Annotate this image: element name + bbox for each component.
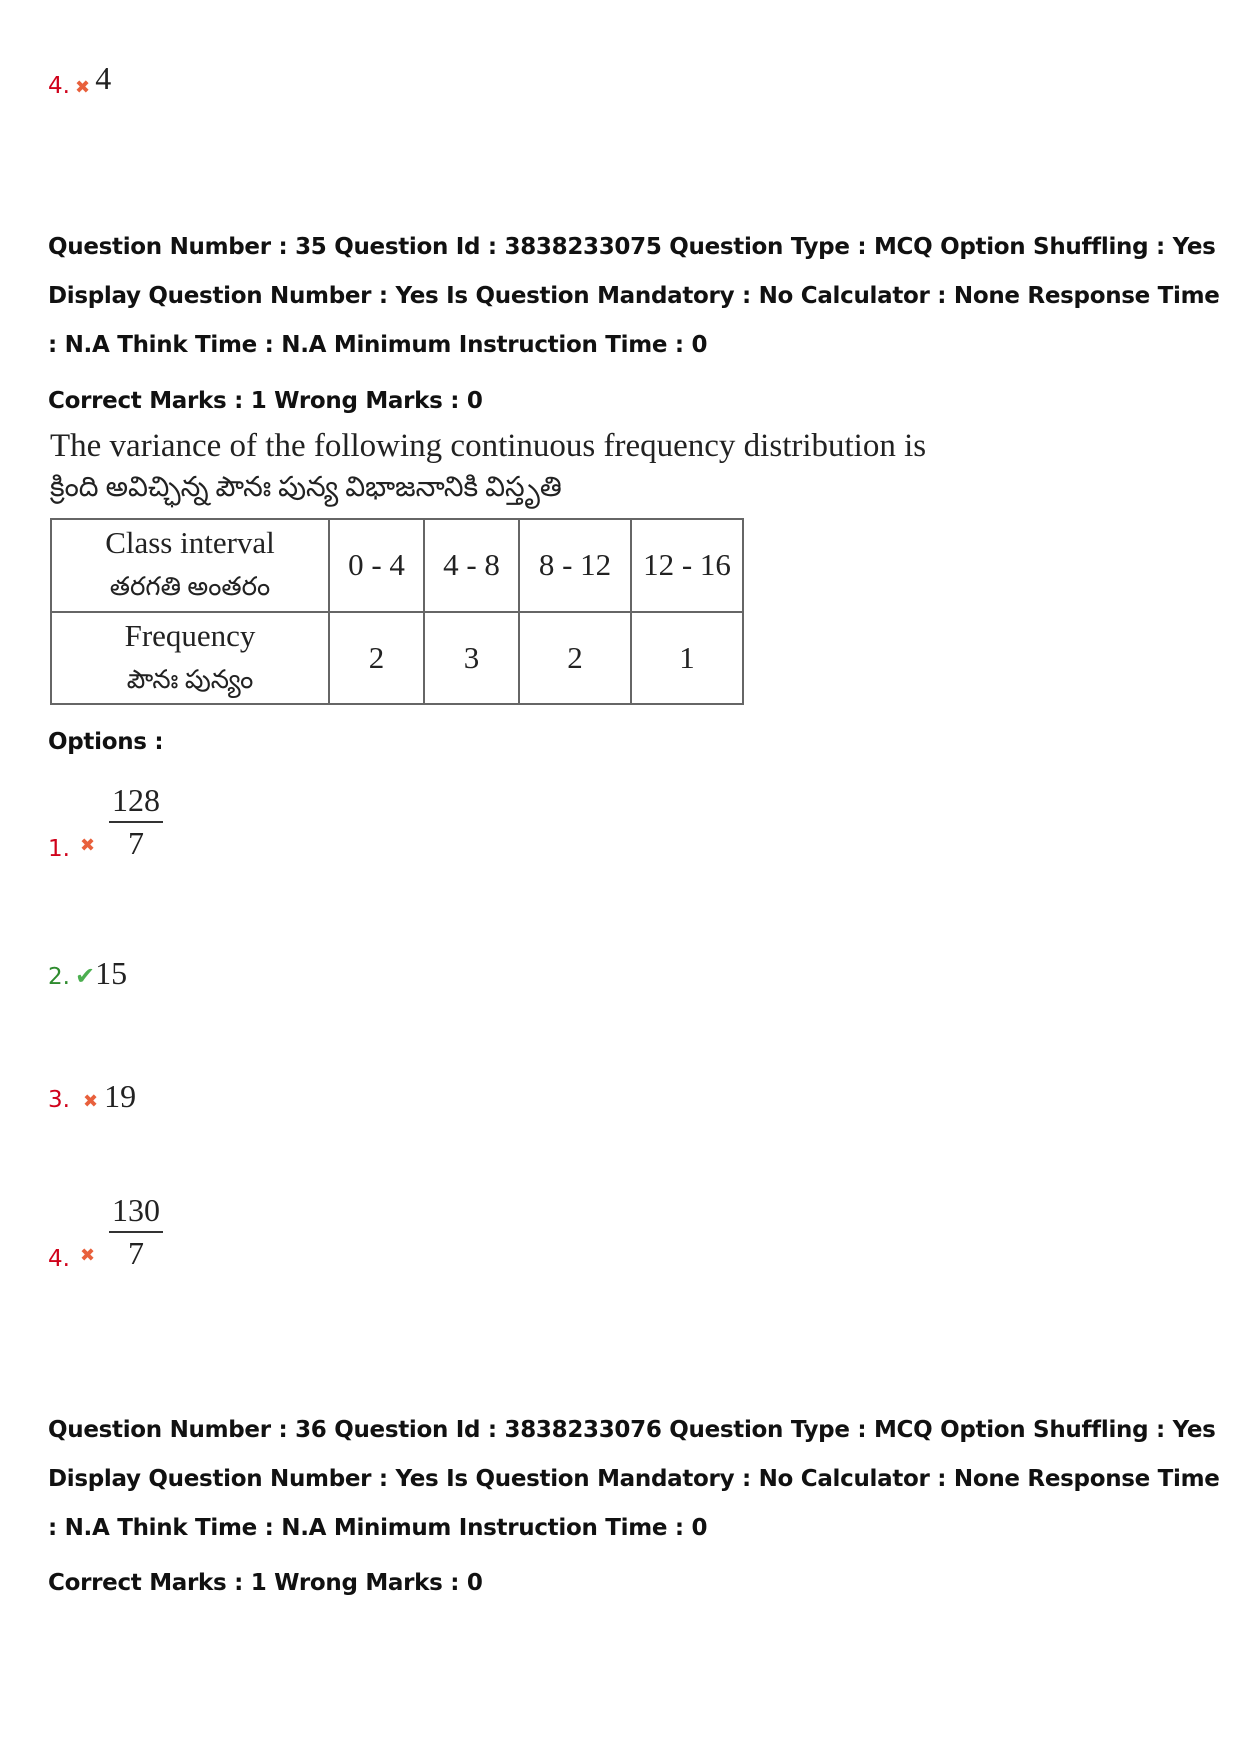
q36-marks: Correct Marks : 1 Wrong Marks : 0 [48, 1570, 483, 1596]
table-row [51, 519, 743, 612]
cell: 8 - 12 [519, 519, 631, 612]
q36-meta-line-2: Display Question Number : Yes Is Question Mandatory : No Calculator : None Response Time [48, 1466, 1220, 1492]
q35-marks: Correct Marks : 1 Wrong Marks : 0 [48, 388, 483, 414]
cell: 2 [519, 612, 631, 705]
cell: 4 - 8 [424, 519, 519, 612]
options-label: Options : [48, 729, 164, 755]
cross-icon: ✖ [79, 1245, 96, 1266]
cross-icon: ✖ [83, 1091, 99, 1112]
fraction [109, 782, 163, 862]
option-number: 4. [48, 1246, 70, 1272]
prev-option-4 [48, 60, 111, 99]
q36-meta-line-1: Question Number : 36 Question Id : 3838233076 Question Type : MCQ Option Shuffling : Yes [48, 1417, 1216, 1443]
option-2 [48, 955, 127, 992]
q36-meta-line-3: : N.A Think Time : N.A Minimum Instruction Time : 0 [48, 1515, 708, 1541]
option-1 [48, 782, 163, 862]
cross-icon: ✖ [75, 77, 91, 98]
cross-icon: ✖ [79, 835, 96, 856]
q35-meta-line-2: Display Question Number : Yes Is Question Mandatory : No Calculator : None Response Time [48, 283, 1220, 309]
check-icon: ✔ [75, 962, 96, 990]
fraction [109, 1192, 163, 1272]
label-en: Class interval [105, 525, 275, 561]
option-text: 15 [95, 955, 128, 991]
denominator: 7 [128, 1235, 145, 1271]
label-en: Frequency [124, 617, 256, 653]
q35-meta-line-3: : N.A Think Time : N.A Minimum Instruction Time : 0 [48, 332, 708, 358]
frequency-table [50, 518, 744, 705]
cell: 3 [424, 612, 519, 705]
option-4 [48, 1192, 163, 1272]
option-text: 4 [95, 60, 112, 96]
cell: 12 - 16 [631, 519, 743, 612]
denominator: 7 [128, 825, 145, 861]
q35-meta-line-1: Question Number : 35 Question Id : 3838233075 Question Type : MCQ Option Shuffling : Yes [48, 234, 1216, 260]
numerator: 130 [112, 1192, 161, 1228]
question-text-te: క్రింది అవిచ్ఛిన్న పౌనః పున్య విభాజనానికి విస్తృతి [50, 472, 562, 503]
cell: 1 [631, 612, 743, 705]
label-te: తరగతి అంతరం [109, 572, 271, 602]
option-3 [48, 1078, 136, 1115]
option-number: 2. [48, 964, 70, 990]
label-te: పౌనః పున్యం [126, 664, 254, 694]
cell: 0 - 4 [329, 519, 424, 612]
row-header [51, 612, 329, 705]
row-header [51, 519, 329, 612]
option-text: 19 [104, 1078, 137, 1114]
table-row [51, 612, 743, 705]
numerator: 128 [112, 782, 161, 818]
question-text-en: The variance of the following continuous frequency distribution is [50, 428, 927, 464]
cell: 2 [329, 612, 424, 705]
option-number: 4. [48, 73, 70, 99]
option-number: 3. [48, 1087, 70, 1113]
option-number: 1. [48, 836, 70, 862]
